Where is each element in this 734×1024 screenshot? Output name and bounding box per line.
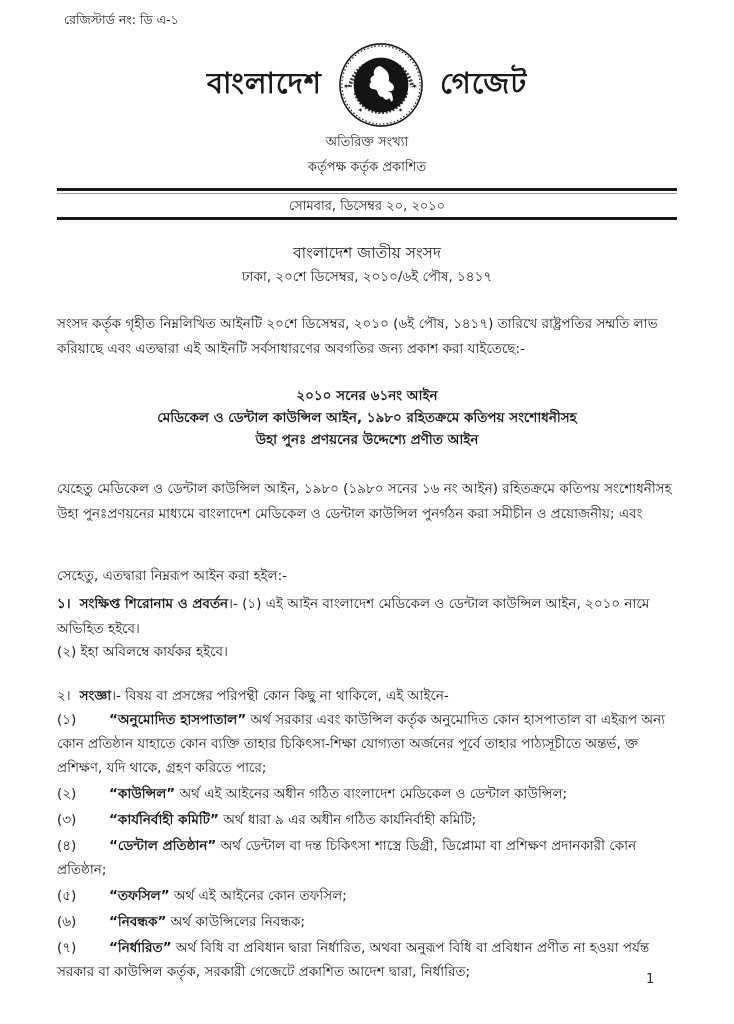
definition-item <box>57 708 677 780</box>
section-1 <box>57 592 677 642</box>
definition-term: “অনুমোদিত হাসপাতাল” <box>109 712 247 728</box>
parliament-title: বাংলাদেশ জাতীয় সংসদ <box>292 244 442 262</box>
section-2 <box>57 684 677 709</box>
assent-paragraph: সংসদ কর্তৃক গৃহীত নিম্নলিখিত আইনটি ২০শে ডিসেম্বর, ২০১০ (৬ই পৌষ, ১৪১৭) তারিখে রাষ্ট্রপতির সম্মতি লাভ করিয়াছে এবং এতদ্বারা এই আইনটি সর্বসাধারণের অবগতির জন্য প্রকাশ করা যাইতেছে:- <box>57 316 658 357</box>
definition-term: “কাউন্সিল” <box>109 786 176 802</box>
definition-term: “নিবন্ধক” <box>109 914 167 930</box>
section-2-number: ২। <box>57 688 71 704</box>
definition-text: অর্থ সরকার এবং কাউন্সিল কর্তৃক অনুমোদিত কোন হাসপাতাল বা এইরূপ অন্য কোন প্রতিষ্ঠান যাহাতে কোন ব্যক্তি তাহার চিকিৎসা-শিক্ষা যোগ্যতা অর্জনের পূর্বে তাহার পাঠ্যসূচীতে অন্তর্ভ, ক্ত প্রশিক্ষণ, যদি থাকে, গ্রহণ করিতে পারে; <box>57 712 666 776</box>
masthead-title-left: বাংলাদেশ <box>206 65 322 100</box>
definition-text: অর্থ এই আইনের কোন তফসিল; <box>169 888 347 904</box>
definition-number: (২) <box>57 786 77 802</box>
definition-text: অর্থ বিধি বা প্রবিধান দ্বারা নির্ধারিত, অথবা অনুরূপ বিধি বা প্রবিধান প্রণীত না হওয়া পর্যন্ত সরকার বা কাউন্সিল কর্তৃক, সরকারী গেজেটে প্রকাশিত আদেশ দ্বারা, নির্ধারিত; <box>57 940 650 980</box>
definition-text: অর্থ এই আইনের অধীন গঠিত বাংলাদেশ মেডিকেল ও ডেন্টাল কাউন্সিল; <box>175 786 568 802</box>
definition-text: অর্থ কাউন্সিলের নিবন্ধক; <box>166 914 306 930</box>
svg-text:✶: ✶ <box>411 81 418 91</box>
definition-term: “নির্ধারিত” <box>109 940 172 956</box>
definition-item <box>57 808 677 832</box>
act-number-line: ২০১০ সনের ৬১নং আইন <box>296 388 438 404</box>
divider-double-rule <box>57 188 677 194</box>
definition-number: (৫) <box>57 888 77 904</box>
svg-text:✶: ✶ <box>342 81 350 91</box>
definition-text: অর্থ ধারা ৯ এর অধীন গঠিত কার্যনির্বাহী কমিটি; <box>218 812 477 828</box>
definition-number: (৬) <box>57 914 77 930</box>
government-seal-icon <box>338 42 424 128</box>
svg-text:✶: ✶ <box>397 106 404 115</box>
place-and-date: ঢাকা, ২০শে ডিসেম্বর, ২০১০/৬ই পৌষ, ১৪১৭ <box>241 269 493 285</box>
masthead <box>0 40 734 130</box>
definition-term: “কার্যনির্বাহী কমিটি” <box>109 812 219 828</box>
divider-thick-rule <box>57 217 677 220</box>
enactment-line: সেহেতু, এতদ্বারা নিম্নরূপ আইন করা হইল:- <box>57 568 288 584</box>
whereas-paragraph: যেহেতু মেডিকেল ও ডেন্টাল কাউন্সিল আইন, ১৯৮০ (১৯৮০ সনের ১৬ নং আইন) রহিতক্রমে কতিপয় সংশোধনীসহ উহা পুনঃপ্রণয়নের মাধ্যমে বাংলাদেশ মেডিকেল ও ডেন্টাল কাউন্সিল পুনর্গঠন করা সমীচীন ও প্রয়োজনীয়; এবং <box>57 481 672 522</box>
masthead-title-right: গেজেট <box>439 65 528 100</box>
gazette-date: সোমবার, ডিসেম্বর ২০, ২০১০ <box>288 199 446 214</box>
section-1-title: সংক্ষিপ্ত শিরোনাম ও প্রবর্তন <box>79 596 229 612</box>
section-1-number: ১। <box>57 596 71 612</box>
act-purpose-line: উহা পুনঃ প্রণয়নের উদ্দেশ্যে প্রণীত আইন <box>255 432 479 448</box>
section-1-clause-2: (২) ইহা অবিলম্বে কার্যকর হইবে। <box>57 644 228 660</box>
definition-item <box>57 782 677 806</box>
svg-text:✶: ✶ <box>357 106 364 115</box>
definition-term: “তফসিল” <box>109 888 170 904</box>
section-2-title: সংজ্ঞা <box>79 688 112 704</box>
definition-number: (১) <box>57 712 77 728</box>
section-1-text: ।- (১) এই আইন বাংলাদেশ মেডিকেল ও ডেন্টাল কাউন্সিল আইন, ২০১০ নামে অভিহিত হইবে। <box>57 596 650 637</box>
definition-item <box>57 910 677 934</box>
page-number: 1 <box>646 972 655 987</box>
act-heading <box>0 385 734 451</box>
published-by: কর্তৃপক্ষ কর্তৃক প্রকাশিত <box>307 160 427 175</box>
definition-item <box>57 884 677 908</box>
definition-item <box>57 936 677 984</box>
definition-item <box>57 834 677 882</box>
registered-number: রেজিস্টার্ড নং: ডি এ-১ <box>64 12 179 27</box>
definitions-list <box>57 708 677 986</box>
act-title-line: মেডিকেল ও ডেন্টাল কাউন্সিল আইন, ১৯৮০ রহিতক্রমে কতিপয় সংশোধনীসহ <box>157 410 577 426</box>
definition-number: (৪) <box>57 838 77 854</box>
issue-type: অতিরিক্ত সংখ্যা <box>325 135 409 150</box>
definition-number: (৩) <box>57 812 77 828</box>
definition-number: (৭) <box>57 940 77 956</box>
definition-text: অর্থ ডেন্টাল বা দন্ত চিকিৎসা শাস্ত্রে ডিগ্রী, ডিপ্লোমা বা প্রশিক্ষণ প্রদানকারী কোন প্রতিষ্ঠান; <box>57 838 637 878</box>
section-2-text: ।- বিষয় বা প্রসঙ্গের পরিপন্থী কোন কিছু না থাকিলে, এই আইনে- <box>111 688 449 704</box>
definition-term: “ডেন্টাল প্রতিষ্ঠান” <box>109 838 217 854</box>
